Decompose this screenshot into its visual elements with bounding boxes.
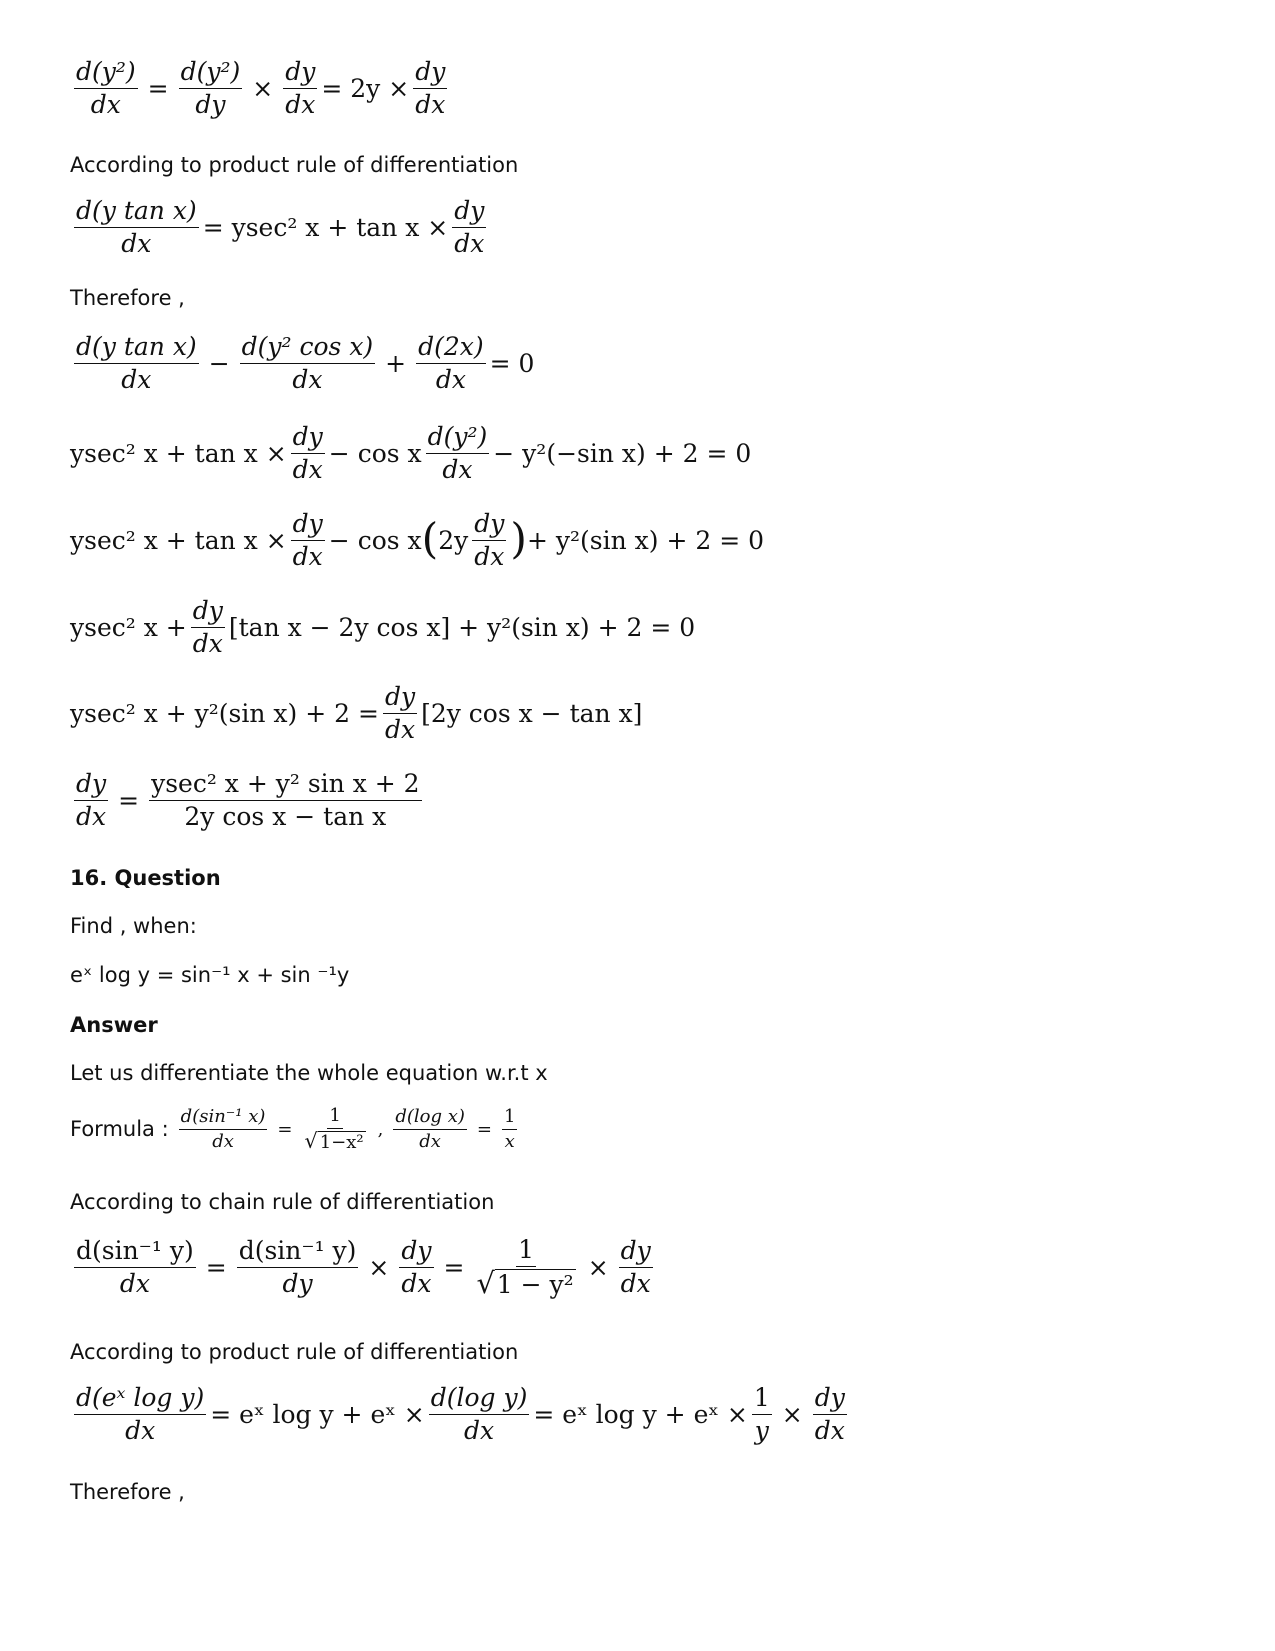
numerator: dy xyxy=(383,683,417,714)
numerator: dy xyxy=(413,58,447,89)
formula-equations: $\frac{\text{d(sin⁻¹ x)}}{dx}$ = $\frac{1}{\text{√ 1−x²}}$ , $\frac{\text{d(log x)}}{dx}$ = $\frac{1}{x}$ xyxy=(180,1105,516,1154)
equation-text: − cos x xyxy=(328,526,422,555)
numerator: d(log y) xyxy=(429,1384,530,1415)
fraction-dy-dx xyxy=(452,197,486,258)
denominator: dx xyxy=(415,90,446,119)
equation-text: 2y xyxy=(438,526,469,555)
numerator: dy xyxy=(813,1384,847,1415)
answer-intro: Let us differentiate the whole equation w.r.t x xyxy=(70,1061,548,1085)
denominator: 1 − y² xyxy=(496,1270,574,1299)
formula-label: Formula : xyxy=(70,1117,169,1142)
numerator: d(eˣ log y) xyxy=(74,1384,206,1415)
equation-text: = eˣ log y + eˣ × xyxy=(533,1400,748,1429)
numerator: 1 xyxy=(516,1236,536,1267)
fraction xyxy=(474,1236,577,1299)
equation-sum-derivatives: $\frac{\text{d(y tan x)}}{dx}$ − $\frac{\text{d(y² cos x)}}{dx}$ + $\frac{d(2x)}{dx}$ = 0 xyxy=(76,332,535,394)
fraction xyxy=(426,423,490,484)
equation-text: ysec² x + y²(sin x) + 2 = xyxy=(70,699,379,728)
denominator: dx xyxy=(401,1269,432,1298)
denominator: dx xyxy=(121,365,152,394)
numerator: d(y tan x) xyxy=(74,333,199,364)
question-text: Find , when: xyxy=(70,914,197,938)
fraction-dy-dx xyxy=(291,423,325,484)
paragraph-chain-rule: According to chain rule of differentiation xyxy=(70,1190,495,1214)
question-equation: eˣ log y = sin⁻¹ x + sin ⁻¹y xyxy=(70,963,350,987)
denominator: dx xyxy=(119,1269,150,1298)
numerator: d(y²) xyxy=(426,423,490,454)
equation-text: = 0 xyxy=(489,349,535,378)
square-root: √ 1−x² xyxy=(304,1129,364,1154)
fraction-dy-dx xyxy=(291,510,325,571)
fraction xyxy=(74,197,199,258)
denominator: 1−x² xyxy=(319,1132,364,1154)
denominator: y xyxy=(754,1416,769,1445)
numerator: dy xyxy=(291,510,325,541)
denominator: dx xyxy=(292,542,323,571)
square-root: √1 − y² xyxy=(476,1266,574,1300)
numerator: d(y²) xyxy=(179,58,243,89)
numerator: d(log x) xyxy=(393,1107,467,1130)
denominator: dx xyxy=(192,629,223,658)
question-heading: 16. Question xyxy=(70,866,221,890)
fraction xyxy=(237,1237,359,1298)
denominator: dx xyxy=(442,455,473,484)
equation-product-y-tanx xyxy=(70,197,490,258)
numerator: d(y² cos x) xyxy=(240,333,376,364)
equation-text: ysec² x + tan x × xyxy=(70,439,287,468)
equation-step-3 xyxy=(70,597,695,658)
equation-text: [tan x − 2y cos x] + y²(sin x) + 2 = 0 xyxy=(228,613,696,642)
denominator: dx xyxy=(76,802,107,831)
numerator: dy xyxy=(399,1237,433,1268)
numerator: 1 xyxy=(327,1106,342,1129)
denominator: dx xyxy=(464,1416,495,1445)
denominator: dx xyxy=(814,1416,845,1445)
answer-heading: Answer xyxy=(70,1013,158,1037)
denominator: dx xyxy=(454,229,485,258)
equation-text: + y²(sin x) + 2 = 0 xyxy=(526,526,764,555)
fraction xyxy=(429,1384,530,1445)
denominator: dx xyxy=(474,542,505,571)
fraction xyxy=(149,770,421,831)
fraction xyxy=(752,1384,772,1445)
paragraph-product-rule-2: According to product rule of differentiation xyxy=(70,1340,519,1364)
fraction-dy-dx xyxy=(413,58,447,119)
numerator: d(2x) xyxy=(416,333,486,364)
equation-text: [2y cos x − tan x] xyxy=(421,699,643,728)
numerator: dy xyxy=(283,58,317,89)
fraction-dy-dx xyxy=(399,1237,433,1298)
fraction-dy-dx xyxy=(619,1237,653,1298)
fraction-dy-dx xyxy=(813,1384,847,1445)
fraction xyxy=(393,1107,467,1152)
numerator: d(sin⁻¹ y) xyxy=(74,1237,196,1268)
fraction xyxy=(74,333,199,394)
equation-step-2: ysec² x + tan x × $\frac{dy}{dx}$ − cos x ( 2y $\frac{dy}{dx}$ ) + y²(sin x) + 2 = 0 xyxy=(70,509,764,571)
numerator: d(y²) xyxy=(74,58,138,89)
denominator: dx xyxy=(121,229,152,258)
fraction xyxy=(74,58,138,119)
numerator: d(sin⁻¹ y) xyxy=(237,1237,359,1268)
numerator: d(sin⁻¹ x) xyxy=(179,1107,268,1130)
fraction xyxy=(416,333,486,394)
denominator: dx xyxy=(212,1131,234,1153)
fraction-dy-dx xyxy=(74,770,108,831)
fraction-dy-dx xyxy=(472,510,506,571)
equation-text: ysec² x + tan x × xyxy=(70,526,287,555)
numerator: dy xyxy=(472,510,506,541)
fraction xyxy=(179,58,243,119)
denominator: dy xyxy=(195,90,226,119)
equation-text: = 2y × xyxy=(321,74,410,103)
fraction-dy-dx xyxy=(383,683,417,744)
fraction xyxy=(74,1384,206,1445)
numerator: 1 xyxy=(502,1107,517,1130)
numerator: dy xyxy=(291,423,325,454)
denominator: dx xyxy=(384,715,416,744)
equation-text: = ysec² x + tan x × xyxy=(202,213,449,242)
denominator: dy xyxy=(282,1269,313,1298)
equation-chain-arcsin-y: $\frac{\text{d(sin⁻¹ y)}}{dx}$ = $\frac{\text{d(sin⁻¹ y)}}{dy}$ × $\frac{dy}{dx}$ = $\frac{1}{\text{√1 − y²}}$ × $\frac{dy}{dx}$ xyxy=(76,1235,651,1300)
equation-product-ex-logy: $\frac{\text{d(eˣ log y)}}{dx}$ = eˣ log y + eˣ × $\frac{\text{d(log y)}}{dx}$ = eˣ log y + eˣ × $\frac{1}{y}$ × $\frac{dy}{dx}$ xyxy=(76,1383,845,1445)
numerator: dy xyxy=(619,1237,653,1268)
denominator: dx xyxy=(620,1269,651,1298)
equation-step-1 xyxy=(70,423,751,484)
equation-text: = eˣ log y + eˣ × xyxy=(210,1400,425,1429)
numerator: d(y tan x) xyxy=(74,197,199,228)
denominator: dx xyxy=(285,90,316,119)
fraction-dy-dx xyxy=(283,58,317,119)
fraction xyxy=(502,1107,517,1152)
denominator: dx xyxy=(419,1131,441,1153)
fraction xyxy=(240,333,376,394)
paragraph-therefore: Therefore , xyxy=(70,286,185,310)
fraction xyxy=(303,1106,368,1153)
numerator: dy xyxy=(191,597,225,628)
denominator: 2y cos x − tan x xyxy=(184,802,387,831)
denominator: dx xyxy=(125,1416,156,1445)
denominator: x xyxy=(504,1131,515,1153)
formula-line xyxy=(70,1106,521,1153)
denominator: dx xyxy=(435,365,466,394)
equation-text: − cos x xyxy=(328,439,422,468)
numerator: dy xyxy=(74,770,108,801)
fraction xyxy=(179,1107,268,1152)
numerator: ysec² x + y² sin x + 2 xyxy=(149,770,421,801)
denominator: dx xyxy=(292,455,323,484)
fraction xyxy=(74,1237,196,1298)
denominator: dx xyxy=(90,90,121,119)
paragraph-therefore-2: Therefore , xyxy=(70,1480,185,1504)
equation-text: − y²(−sin x) + 2 = 0 xyxy=(493,439,752,468)
equation-chain-y-squared: $\frac{\text{d(y²)}}{dx}$ = $\frac{\text{d(y²)}}{dy}$ × $\frac{dy}{dx}$ = 2y × $\frac{dy}{dx}$ xyxy=(76,57,446,119)
fraction-dy-dx xyxy=(191,597,225,658)
numerator: dy xyxy=(452,197,486,228)
equation-result: $\frac{dy}{dx}$ = ysec² x + y² sin x + 2 2y cos x − tan x xyxy=(76,769,420,831)
denominator: dx xyxy=(292,365,323,394)
paragraph-product-rule: According to product rule of differentiation xyxy=(70,153,519,177)
equation-text: ysec² x + xyxy=(70,613,187,642)
numerator: 1 xyxy=(752,1384,772,1415)
equation-step-4 xyxy=(70,683,642,744)
